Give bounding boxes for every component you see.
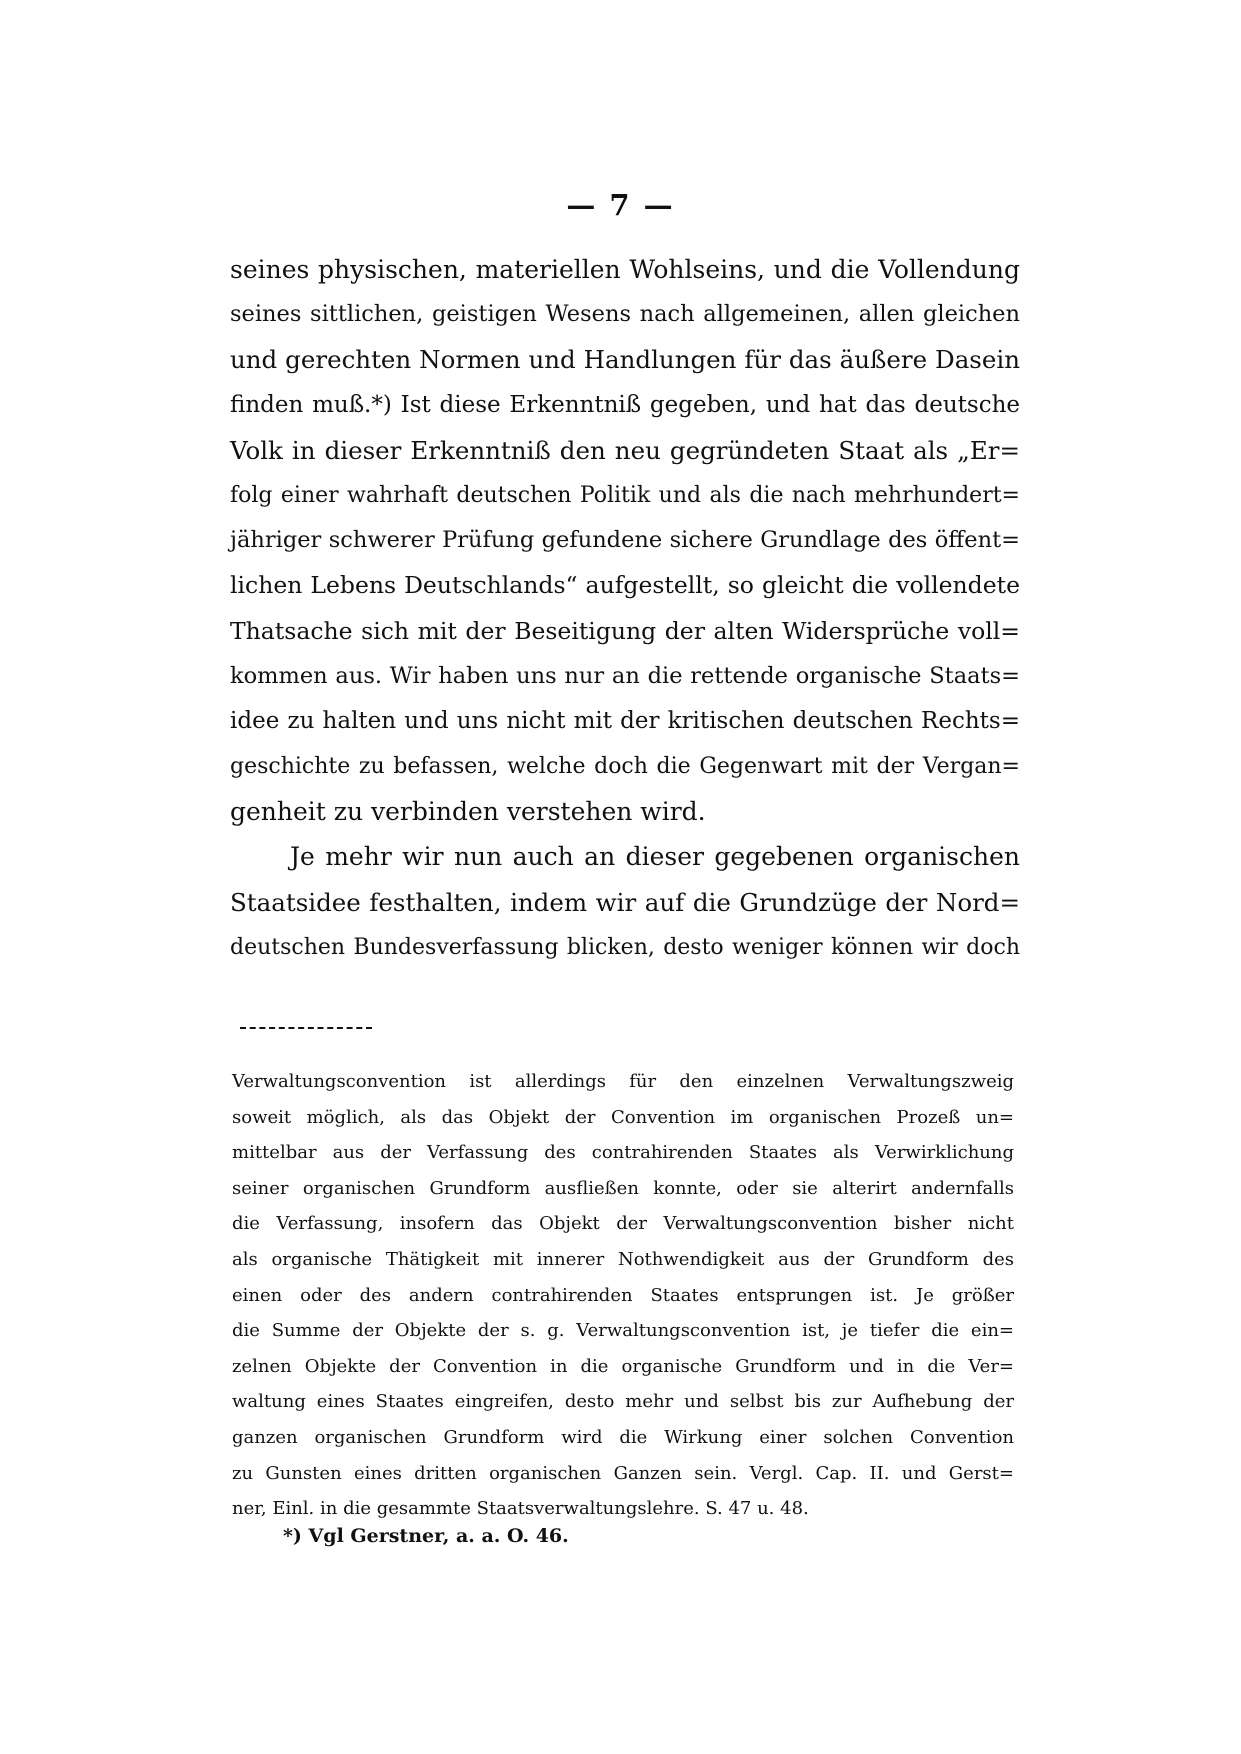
footnote-line: als organische Thätigkeit mit innerer Nothwendigkeit aus der Grundform des [232, 1248, 1014, 1270]
footnote-line: zu Gunsten eines dritten organischen Ganzen sein. Vergl. Cap. II. und Gerst= [232, 1462, 1014, 1484]
footnote-line: Verwaltungsconvention ist allerdings für den einzelnen Verwaltungszweig [232, 1071, 1014, 1092]
footnote-continuation [232, 1064, 1014, 1527]
body-line: finden muß.*) Ist diese Erkenntniß gegeben, und hat das deutsche [230, 391, 1020, 418]
body-line: seines sittlichen, geistigen Wesens nach allgemeinen, allen gleichen [230, 301, 1020, 328]
body-line: idee zu halten und uns nicht mit der kritischen deutschen Rechts= [230, 707, 1020, 734]
body-line: und gerechten Normen und Handlungen für das äußere Dasein [230, 345, 1020, 375]
footnote-line: waltung eines Staates eingreifen, desto mehr und selbst bis zur Aufhebung der [232, 1391, 1014, 1413]
footnote-separator [240, 1027, 372, 1029]
body-line: lichen Lebens Deutschlands“ aufgestellt, so gleicht die vollendete [230, 571, 1020, 600]
body-line: Staatsidee festhalten, indem wir auf die Grundzüge der Nord= [230, 887, 1020, 917]
footnote-line: zelnen Objekte der Convention in die organische Grundform und in die Ver= [232, 1355, 1014, 1377]
body-line: Thatsache sich mit der Beseitigung der alten Widersprüche voll= [230, 616, 1020, 645]
body-line: kommen aus. Wir haben uns nur an die rettende organische Staats= [230, 662, 1020, 689]
body-line: Volk in dieser Erkenntniß den neu gegründeten Staat als „Er= [230, 435, 1020, 465]
footnote-line: mittelbar aus der Verfassung des contrahirenden Staates als Verwirklichung [232, 1142, 1014, 1164]
body-line: deutschen Bundesverfassung blicken, desto weniger können wir doch [230, 934, 1020, 960]
footnote-line: soweit möglich, als das Objekt der Convention im organischen Prozeß un= [232, 1106, 1014, 1128]
body-line: folg einer wahrhaft deutschen Politik und als die nach mehrhundert= [230, 482, 1020, 508]
footnote-line: die Summe der Objekte der s. g. Verwaltungsconvention ist, je tiefer die ein= [232, 1320, 1014, 1342]
footnote-line: ganzen organischen Grundform wird die Wirkung einer solchen Convention [232, 1426, 1014, 1448]
body-line: Je mehr wir nun auch an dieser gegebenen organischen [290, 842, 1020, 872]
footnote-line: seiner organischen Grundform ausfließen konnte, oder sie alterirt andernfalls [232, 1177, 1014, 1199]
body-text [230, 247, 1020, 970]
footnote-star: *) Vgl Gerstner, a. a. O. 46. [283, 1525, 569, 1547]
footnote-line: ner, Einl. in die gesammte Staatsverwaltungslehre. S. 47 u. 48. [232, 1498, 809, 1520]
page-number: — 7 — [566, 188, 675, 222]
body-line: genheit zu verbinden verstehen wird. [230, 797, 706, 827]
footnote-line: die Verfassung, insofern das Objekt der Verwaltungsconvention bisher nicht [232, 1213, 1014, 1235]
body-line: jähriger schwerer Prüfung gefundene sichere Grundlage des öffent= [230, 527, 1020, 554]
body-line: seines physischen, materiellen Wohlseins, und die Vollendung [230, 255, 1020, 284]
body-line: geschichte zu befassen, welche doch die Gegenwart mit der Vergan= [230, 754, 1020, 780]
footnote-line: einen oder des andern contrahirenden Staates entsprungen ist. Je größer [232, 1284, 1014, 1306]
